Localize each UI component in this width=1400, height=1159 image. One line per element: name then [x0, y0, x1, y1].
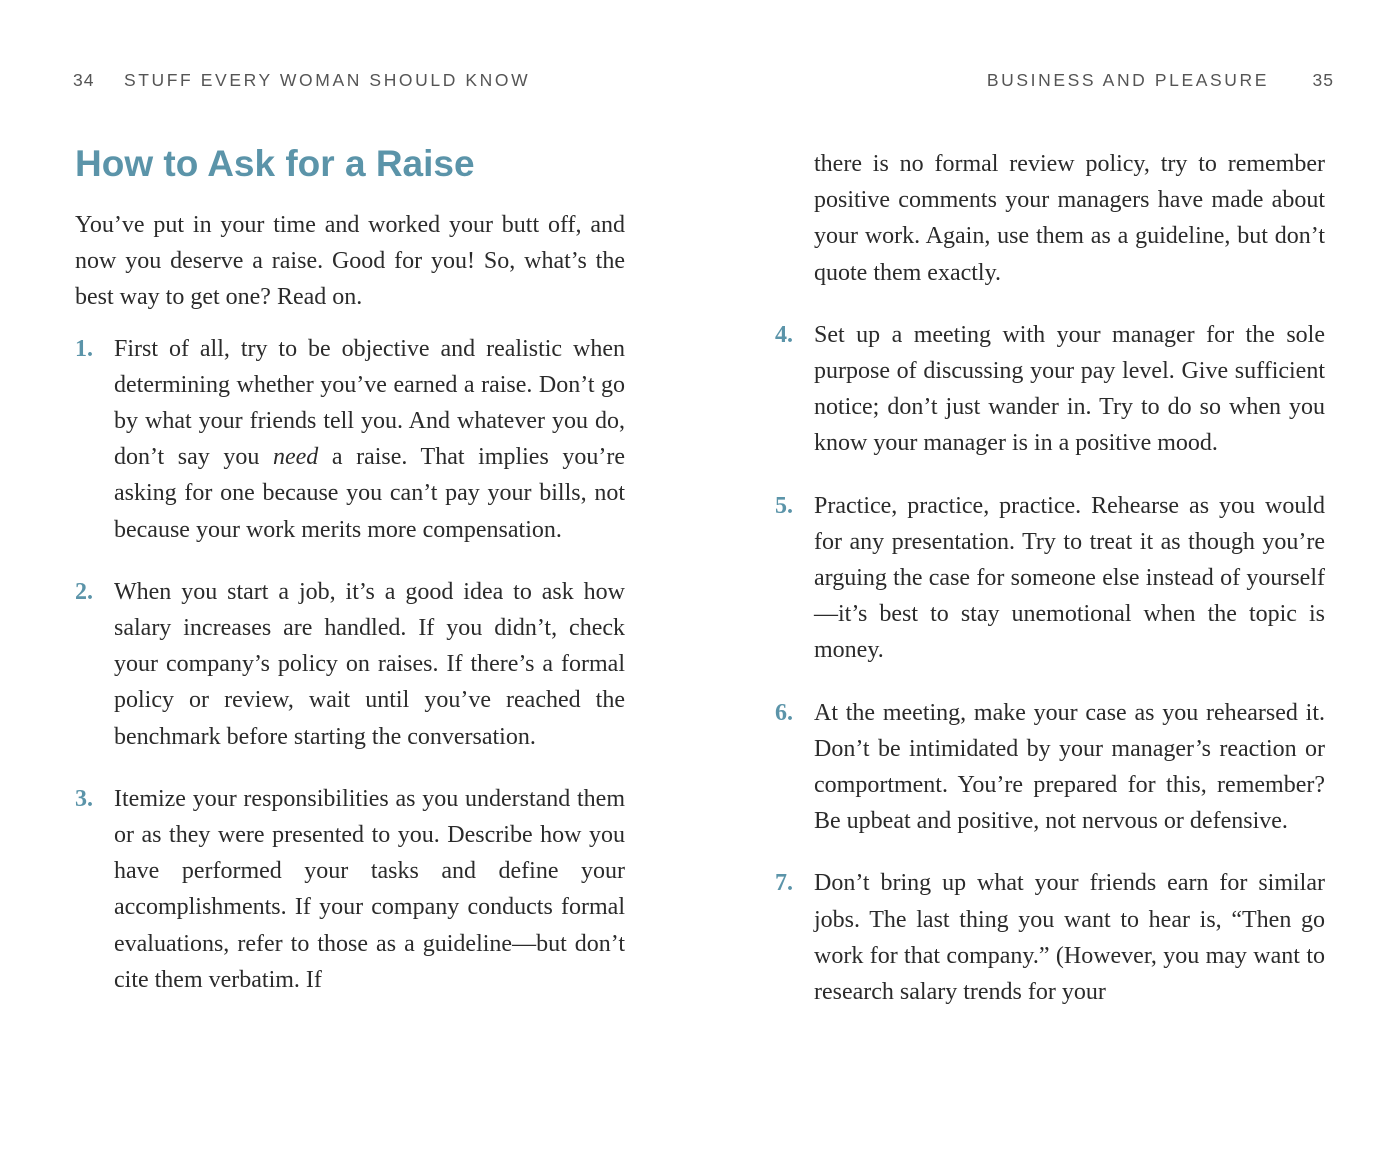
emphasized-word: need [272, 444, 319, 471]
text-before-emphasis: First of all, try to be objective and realistic when determining whether you’ve earned a raise. Don’t go by what your friends tell you. And whatever you do, don’t say you [114, 335, 625, 471]
right-page-number: 35 [1312, 70, 1334, 90]
list-item-3 [75, 781, 625, 998]
list-number: 6. [775, 699, 793, 726]
list-number: 7. [775, 870, 793, 897]
text-after-emphasis: a raise. That implies you’re asking for one because you can’t pay your bills, not because your work merits more compensation. [114, 444, 625, 543]
list-item-text: When you start a job, it’s a good idea to ask how salary increases are handled. If you didn’t, check your company’s policy on raises. If there’s a formal policy or review, wait until you’ve reached the benchmark before starting the conversation. [114, 578, 625, 750]
list-number: 2. [75, 578, 93, 605]
list-item-text: Don’t bring up what your friends earn for similar jobs. The last thing you want to hear is, “Then go work for that company.” (However, you may want to research salary trends for your [814, 870, 1325, 1006]
intro-paragraph: You’ve put in your time and worked your butt off, and now you deserve a raise. Good for you! So, what’s the best way to get one? Read on. [75, 212, 625, 311]
list-item-text [114, 331, 625, 548]
list-item-1 [75, 331, 625, 548]
right-running-head [987, 70, 1334, 91]
list-item-7 [775, 865, 1325, 1010]
list-item-text: Practice, practice, practice. Rehearse as you would for any presentation. Try to treat it as though you’re arguing the case for someone else instead of yourself—it’s best to stay unemotional when the topic is money. [814, 492, 1325, 664]
list-item-2 [75, 574, 625, 755]
left-running-head [73, 70, 530, 91]
list-number: 1. [75, 335, 93, 362]
right-section-title: BUSINESS AND PLEASURE [986, 70, 1270, 90]
left-page-number: 34 [73, 70, 95, 90]
left-page-column [75, 207, 625, 1024]
list-item-text: Itemize your responsibilities as you understand them or as they were presented to you. Describe how you have performed your tasks and define your accomplishments. If your company conducts formal evaluations, refer to those as a guideline—but don’t cite them verbatim. If [114, 785, 625, 993]
list-number: 5. [775, 492, 793, 519]
list-item-5 [775, 488, 1325, 669]
left-book-title: STUFF EVERY WOMAN SHOULD KNOW [123, 70, 531, 90]
list-item-text: At the meeting, make your case as you rehearsed it. Don’t be intimidated by your manager’s reaction or comportment. You’re prepared for this, remember? Be upbeat and positive, not nervous or defensive. [814, 699, 1325, 835]
list-number: 3. [75, 785, 93, 812]
right-page-column [775, 146, 1325, 1036]
list-item-3-continuation: there is no formal review policy, try to remember positive comments your managers have made about your work. Again, use them as a guideline, but don’t quote them exactly. [814, 151, 1325, 286]
list-item-4 [775, 317, 1325, 462]
article-title: How to Ask for a Raise [75, 143, 475, 184]
list-item-text: Set up a meeting with your manager for the sole purpose of discussing your pay level. Give sufficient notice; don’t just wander in. Try to do so when you know your manager is in a positive mood. [814, 321, 1325, 457]
list-item-6 [775, 695, 1325, 840]
list-number: 4. [775, 321, 793, 348]
